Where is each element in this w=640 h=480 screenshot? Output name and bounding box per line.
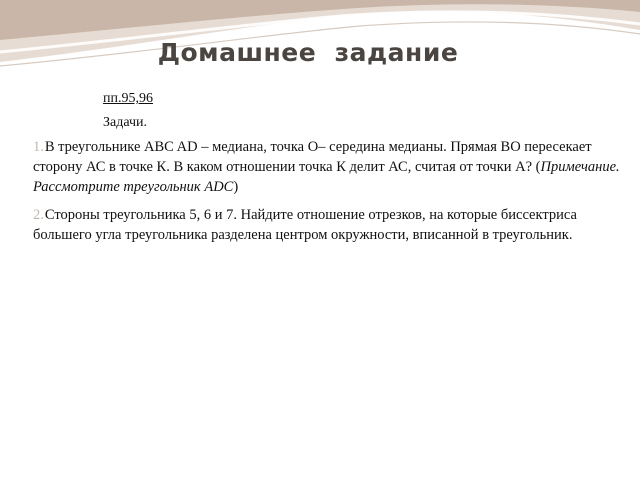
task-item-2 [33,205,623,245]
task-note: Примечание. Рассмотрите треугольник ADC [33,159,620,195]
task-number: 2. [33,207,44,223]
paragraph-reference: пп.95,96 [103,91,153,106]
task-number: 1. [33,139,44,155]
task-note-closing: ) [233,179,239,195]
task-text: Стороны треугольника 5, 6 и 7. Найдите отношение отрезков, на которые биссектриса большего угла треугольника разделена центром окружности, вписанной в треугольник. [33,207,577,243]
task-text: В треугольнике ABC AD – медиана, точка О– середина медианы. Прямая ВО пересекает сторону АС в точке К. В каком отношении точка К делит АС, считая от точки А? ( [33,139,592,175]
task-item-1 [33,137,623,197]
tasks-heading: Задачи. [103,115,148,130]
task-list [33,137,623,253]
slide-title: Домашнее задание [157,38,459,67]
